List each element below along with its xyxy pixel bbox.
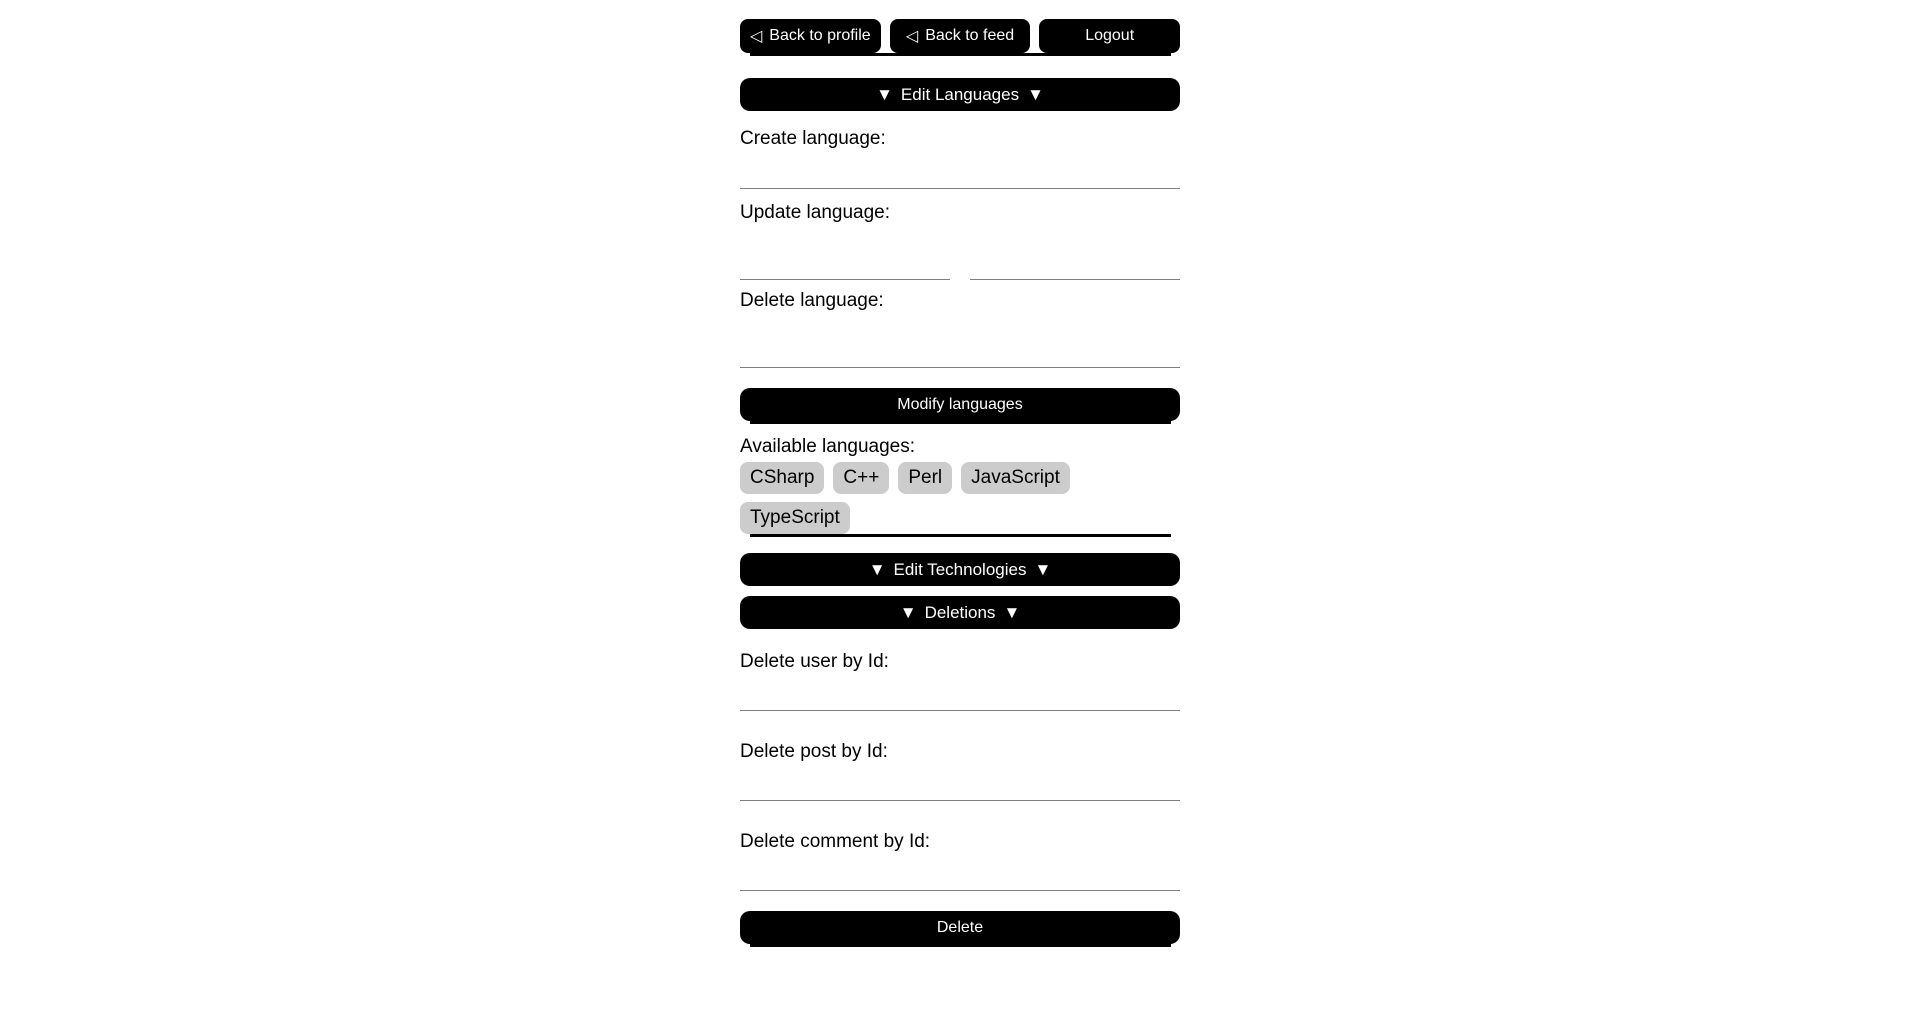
back-to-feed-label: Back to feed <box>925 27 1015 44</box>
logout-button[interactable] <box>1039 19 1180 53</box>
triangle-down-icon: ▼ <box>1027 84 1044 104</box>
delete-language-label: Delete language: <box>740 290 884 311</box>
edit-languages-toggle-label: Edit Languages <box>900 84 1020 104</box>
divider <box>750 944 1171 947</box>
edit-languages-toggle[interactable] <box>740 78 1180 111</box>
update-language-new-input[interactable] <box>970 224 1180 280</box>
triangle-down-icon: ▼ <box>868 559 886 579</box>
edit-languages-section <box>740 128 1180 537</box>
divider <box>750 421 1171 424</box>
back-to-profile-button[interactable] <box>740 19 881 53</box>
delete-post-label: Delete post by Id: <box>740 741 888 762</box>
delete-comment-id-input[interactable] <box>740 853 1180 891</box>
update-language-label: Update language: <box>740 202 891 223</box>
update-language-old-input[interactable] <box>740 224 950 280</box>
delete-post-id-input[interactable] <box>740 763 1180 801</box>
admin-panel <box>740 0 1180 963</box>
deletions-toggle[interactable] <box>740 596 1180 629</box>
update-language-row <box>740 224 1180 280</box>
divider <box>750 53 1171 56</box>
delete-user-label: Delete user by Id: <box>740 651 889 672</box>
delete-language-input[interactable] <box>740 312 1180 368</box>
create-language-input[interactable] <box>740 150 1180 189</box>
available-languages-label: Available languages: <box>740 436 916 457</box>
language-chip[interactable]: C++ <box>833 462 889 494</box>
back-to-feed-button[interactable] <box>890 19 1031 53</box>
language-chip[interactable]: Perl <box>898 462 952 494</box>
language-chip[interactable]: TypeScript <box>740 502 850 534</box>
delete-user-id-input[interactable] <box>740 673 1180 711</box>
delete-comment-label: Delete comment by Id: <box>740 831 931 852</box>
edit-technologies-toggle[interactable] <box>740 553 1180 586</box>
logout-label: Logout <box>1085 27 1135 44</box>
deletions-toggle-label: Deletions <box>924 602 996 622</box>
triangle-down-icon: ▼ <box>1034 559 1052 579</box>
divider <box>750 534 1171 537</box>
triangle-down-icon: ▼ <box>899 602 917 622</box>
back-arrow-icon: ◁ <box>749 28 763 45</box>
back-to-profile-label: Back to profile <box>769 27 871 44</box>
delete-button[interactable] <box>740 911 1180 944</box>
language-chip[interactable]: CSharp <box>740 462 824 494</box>
top-nav <box>740 19 1180 53</box>
edit-technologies-toggle-label: Edit Technologies <box>893 559 1027 579</box>
back-arrow-icon: ◁ <box>905 28 919 45</box>
modify-languages-label: Modify languages <box>897 395 1023 413</box>
delete-button-label: Delete <box>936 918 984 936</box>
language-chip[interactable]: JavaScript <box>961 462 1070 494</box>
deletions-section <box>740 651 1180 947</box>
triangle-down-icon: ▼ <box>1003 602 1021 622</box>
create-language-label: Create language: <box>740 128 886 149</box>
modify-languages-button[interactable] <box>740 388 1180 421</box>
triangle-down-icon: ▼ <box>876 84 893 104</box>
available-languages-list <box>740 462 1180 534</box>
